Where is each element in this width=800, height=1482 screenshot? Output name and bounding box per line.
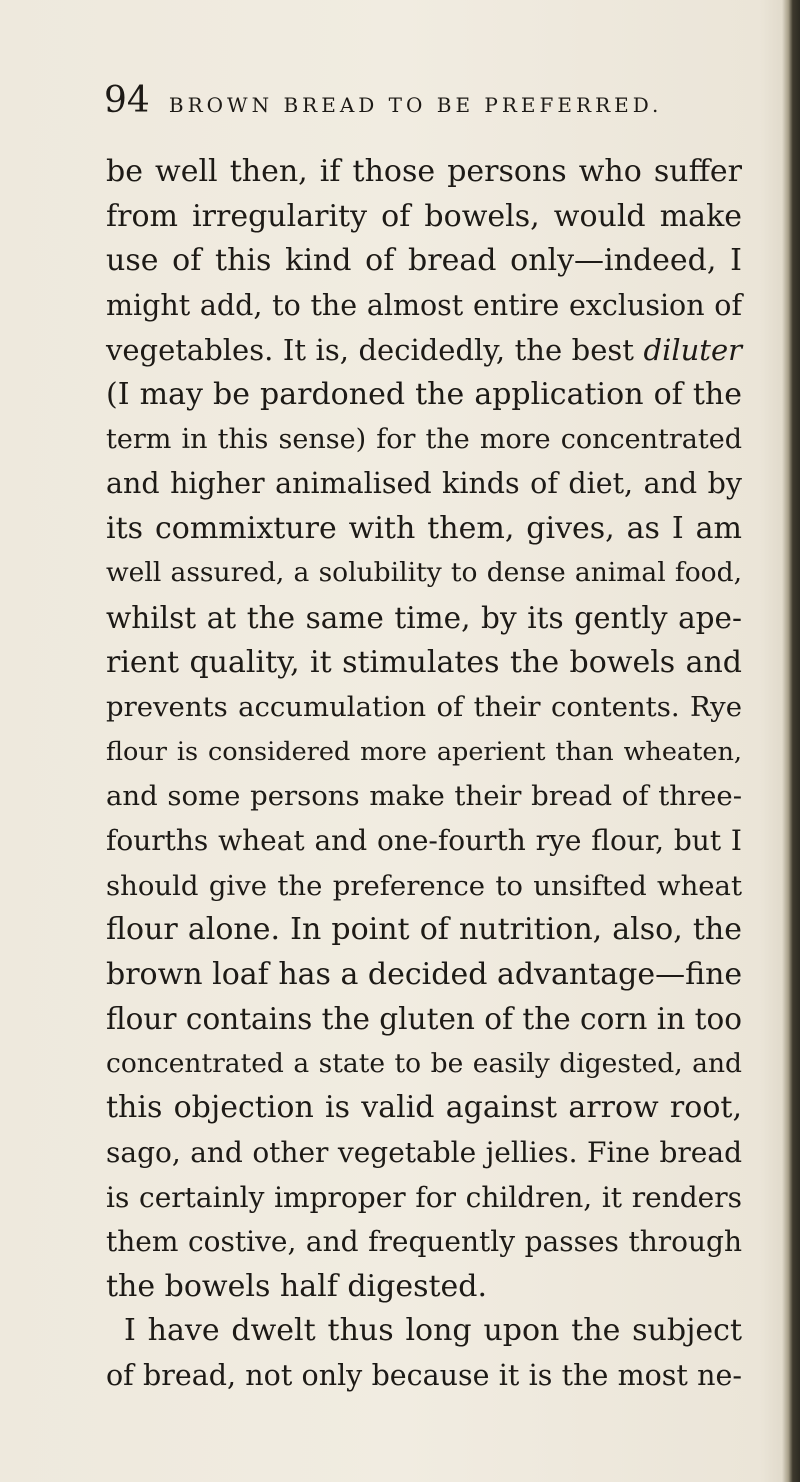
- text-line: should give the preference to unsifted wheat: [106, 869, 742, 902]
- text-line: its commixture with them, gives, as I am: [106, 510, 742, 546]
- text-line: whilst at the same time, by its gently ape-: [106, 600, 742, 635]
- text-line-part: vegetables. It is, decidedly, the best: [106, 333, 634, 368]
- text-line: flour contains the gluten of the corn in too: [106, 1002, 742, 1037]
- text-line: [106, 328, 742, 373]
- text-line: and some persons make their bread of three-: [106, 780, 742, 813]
- body-text: [106, 150, 742, 1399]
- text-line: sago, and other vegetable jellies. Fine bread: [106, 1136, 742, 1170]
- page-header: [104, 80, 724, 130]
- text-line: this objection is valid against arrow root,: [106, 1090, 742, 1126]
- running-head: BROWN BREAD TO BE PREFERRED.: [168, 93, 663, 117]
- text-line: flour is considered more aperient than wheaten,: [106, 736, 742, 767]
- text-line: them costive, and frequently passes through: [106, 1225, 742, 1259]
- text-line: rient quality, it stimulates the bowels and: [106, 644, 742, 680]
- italic-word: diluter: [643, 333, 742, 368]
- text-line: of bread, not only because it is the most ne-: [106, 1359, 742, 1393]
- text-line: term in this sense) for the more concentrated: [106, 423, 742, 455]
- page-edge-shadow: [782, 0, 800, 1482]
- text-line: be well then, if those persons who suffer: [106, 154, 742, 189]
- text-line: concentrated a state to be easily digested, and: [106, 1047, 742, 1079]
- text-line: (I may be pardoned the application of the: [106, 376, 742, 412]
- text-line: from irregularity of bowels, would make: [106, 198, 742, 234]
- page-number: 94: [104, 80, 150, 121]
- text-line: the bowels half digested.: [106, 1268, 488, 1304]
- text-line: well assured, a solubility to dense animal food,: [106, 557, 742, 589]
- text-line: prevents accumulation of their contents. Rye: [106, 691, 742, 724]
- text-line: and higher animalised kinds of diet, and by: [106, 467, 742, 501]
- text-line: use of this kind of bread only—indeed, I: [106, 243, 742, 279]
- text-line: might add, to the almost entire exclusion of: [106, 288, 742, 322]
- text-line: I have dwelt thus long upon the subject: [124, 1313, 742, 1349]
- text-line: flour alone. In point of nutrition, also, the: [106, 912, 742, 948]
- text-line: fourths wheat and one-fourth rye flour, but I: [106, 823, 742, 857]
- text-line: brown loaf has a decided advantage—fine: [106, 956, 743, 992]
- text-line: is certainly improper for children, it renders: [106, 1180, 742, 1214]
